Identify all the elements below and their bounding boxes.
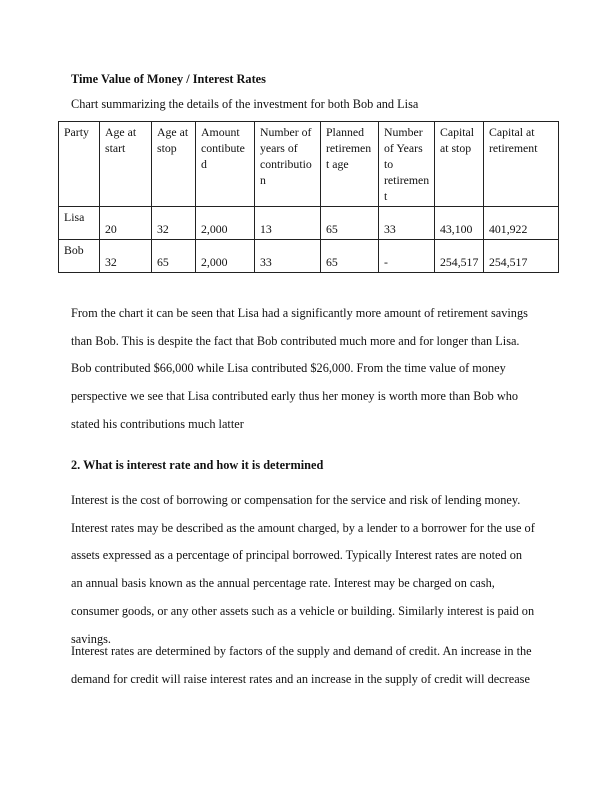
cell-planned-retirement-age (321, 240, 379, 273)
paragraph-analysis: From the chart it can be seen that Lisa had a significantly more amount of retirement savings than Bob. This is despite the fact that Bob contributed much more and for longer than Lisa. Bob contributed $66,000 while Lisa contributed $26,000. From the time value of money perspective we see that Lisa contributed early thus her money is worth more than Bob who stated his contributions much latter (71, 306, 528, 431)
cell-amount-contributed (196, 207, 255, 240)
cell-value: 65 (157, 255, 169, 269)
cell-value: 20 (105, 222, 117, 236)
cell-party: Bob (59, 240, 100, 273)
cell-value: 32 (157, 222, 169, 236)
cell-party: Lisa (59, 207, 100, 240)
cell-value: 2,000 (201, 222, 228, 236)
table-header-row (59, 122, 559, 207)
cell-years-of-contribution (255, 207, 321, 240)
cell-age-at-stop (152, 240, 196, 273)
cell-years-to-retirement (379, 240, 435, 273)
document-title: Time Value of Money / Interest Rates (71, 72, 266, 86)
cell-value: 65 (326, 255, 338, 269)
cell-value: 254,517 (489, 255, 528, 269)
header-age-at-stop: Age at stop (152, 122, 196, 207)
section-heading: 2. What is interest rate and how it is determined (71, 458, 324, 472)
header-amount-contributed: Amount contibuted (196, 122, 255, 207)
cell-amount-contributed (196, 240, 255, 273)
header-party: Party (59, 122, 100, 207)
cell-capital-at-retirement (484, 207, 559, 240)
cell-value: 2,000 (201, 255, 228, 269)
cell-value: 33 (260, 255, 272, 269)
cell-value: 65 (326, 222, 338, 236)
header-capital-at-stop: Capital at stop (435, 122, 484, 207)
header-years-of-contribution: Number of years of contribution (255, 122, 321, 207)
cell-capital-at-retirement (484, 240, 559, 273)
paragraph-interest-determination: Interest rates are determined by factors of the supply and demand of credit. An increase in the demand for credit will raise interest rates and an increase in the supply of credit will decrease (71, 644, 532, 686)
investment-summary-table (58, 121, 559, 273)
cell-value: 401,922 (489, 222, 528, 236)
cell-planned-retirement-age (321, 207, 379, 240)
header-planned-retirement-age: Planned retirement age (321, 122, 379, 207)
cell-years-of-contribution (255, 240, 321, 273)
cell-value: - (384, 255, 388, 269)
cell-capital-at-stop (435, 207, 484, 240)
cell-value: 43,100 (440, 222, 473, 236)
table-row (59, 207, 559, 240)
cell-age-at-start (100, 207, 152, 240)
header-years-to-retirement: Number of Years to retirement (379, 122, 435, 207)
cell-value: 33 (384, 222, 396, 236)
cell-value: 13 (260, 222, 272, 236)
header-age-at-start: Age at start (100, 122, 152, 207)
paragraph-interest-definition: Interest is the cost of borrowing or compensation for the service and risk of lending money. Interest rates may be described as the amount charged, by a lender to a borrower for the use of assets expressed as a percentage of principal borrowed. Typically Interest rates are noted on an annual basis known as the annual percentage rate. Interest may be charged on cash, consumer goods, or any other assets such as a vehicle or building. Similarly interest is paid on savings. (71, 493, 535, 646)
cell-years-to-retirement (379, 207, 435, 240)
cell-age-at-stop (152, 207, 196, 240)
table-row (59, 240, 559, 273)
cell-value: 254,517 (440, 255, 479, 269)
header-capital-at-retirement: Capital at retirement (484, 122, 559, 207)
cell-capital-at-stop (435, 240, 484, 273)
cell-value: 32 (105, 255, 117, 269)
cell-age-at-start (100, 240, 152, 273)
table-caption: Chart summarizing the details of the investment for both Bob and Lisa (71, 97, 419, 111)
